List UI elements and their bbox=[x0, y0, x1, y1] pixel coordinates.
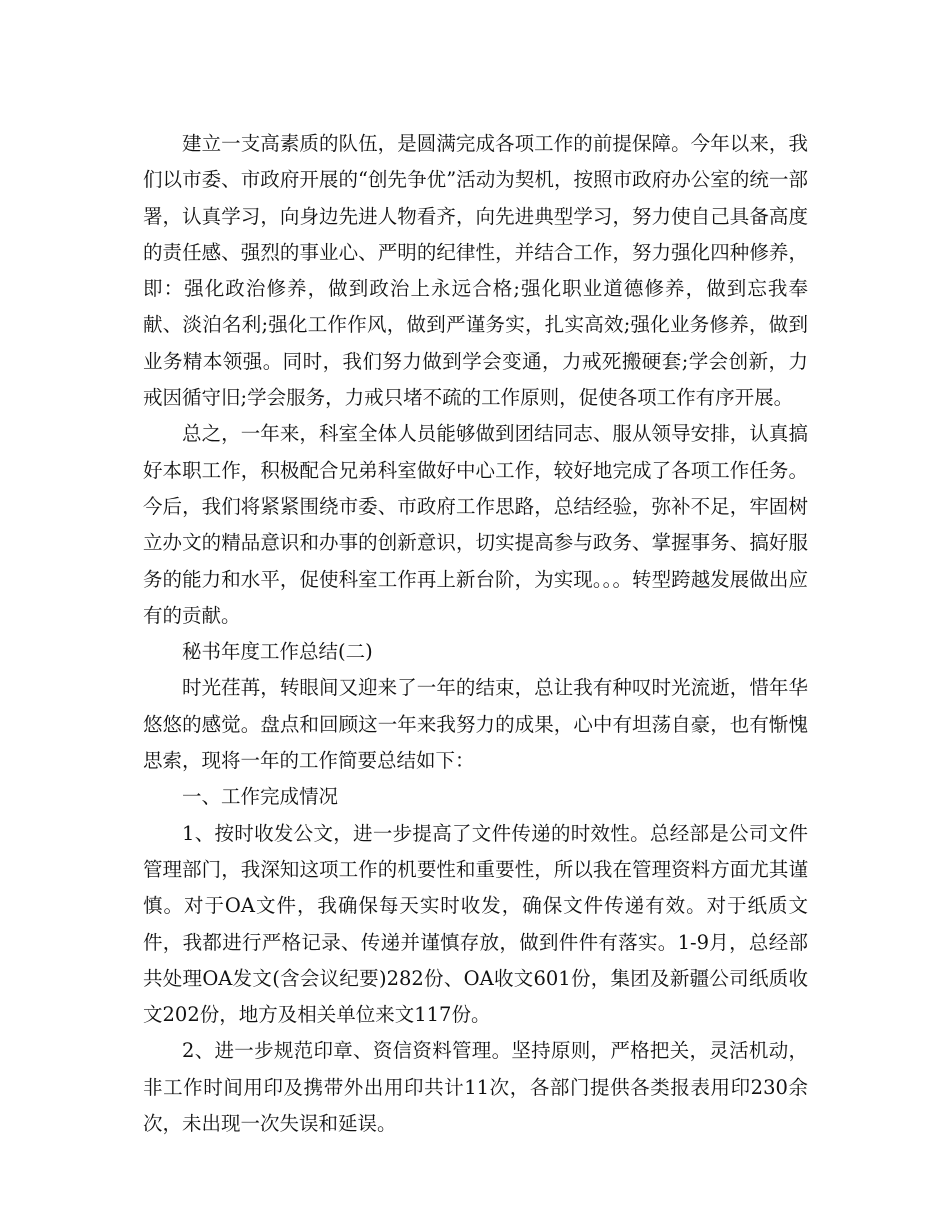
paragraph-item-2: 2、进一步规范印章、资信资料管理。坚持原则，严格把关，灵活机动，非工作时间用印及携带外出用印共计11次，各部门提供各类报表用印230余次，未出现一次失误和延误。 bbox=[143, 1039, 808, 1136]
document-body bbox=[143, 126, 808, 1142]
paragraph-item-1: 1、按时收发公文，进一步提高了文件传递的时效性。总经部是公司文件管理部门，我深知这项工作的机要性和重要性，所以我在管理资料方面尤其谨慎。对于OA文件，我确保每天实时收发，确保文件传递有效。对于纸质文件，我都进行严格记录、传递并谨慎存放，做到件件有落实。1-9月，总经部共处理OA发文(含会议纪要)282份、OA收文601份，集团及新疆公司纸质收文202份，地方及相关单位来文117份。 bbox=[143, 821, 808, 1027]
section-title: 秘书年度工作总结(二) bbox=[182, 640, 373, 664]
paragraph-intro: 时光荏苒，转眼间又迎来了一年的结束，总让我有种叹时光流逝，惜年华悠悠的感觉。盘点和回顾这一年来我努力的成果，心中有坦荡自豪，也有惭愧思索，现将一年的工作简要总结如下： bbox=[143, 676, 808, 773]
paragraph-summary: 总之，一年来，科室全体人员能够做到团结同志、服从领导安排，认真搞好本职工作，积极配合兄弟科室做好中心工作，较好地完成了各项工作任务。今后，我们将紧紧围绕市委、市政府工作思路，总结经验，弥补不足，牢固树立办文的精品意识和办事的创新意识，切实提高参与政务、掌握事务、搞好服务的能力和水平，促使科室工作再上新台阶，为实现。。。转型跨越发展做出应有的贡献。 bbox=[143, 422, 808, 627]
section-heading: 一、工作完成情况 bbox=[182, 785, 339, 809]
paragraph-team-building: 建立一支高素质的队伍，是圆满完成各项工作的前提保障。今年以来，我们以市委、市政府开展的“创先争优”活动为契机，按照市政府办公室的统一部署，认真学习，向身边先进人物看齐，向先进典型学习，努力使自己具备高度的责任感、强烈的事业心、严明的纪律性，并结合工作，努力强化四种修养，即：强化政治修养，做到政治上永远合格;强化职业道德修养，做到忘我奉献、淡泊名利;强化工作作风，做到严谨务实，扎实高效;强化业务修养，做到业务精本领强。同时，我们努力做到学会变通，力戒死搬硬套;学会创新，力戒因循守旧;学会服务，力戒只堵不疏的工作原则，促使各项工作有序开展。 bbox=[143, 132, 808, 410]
